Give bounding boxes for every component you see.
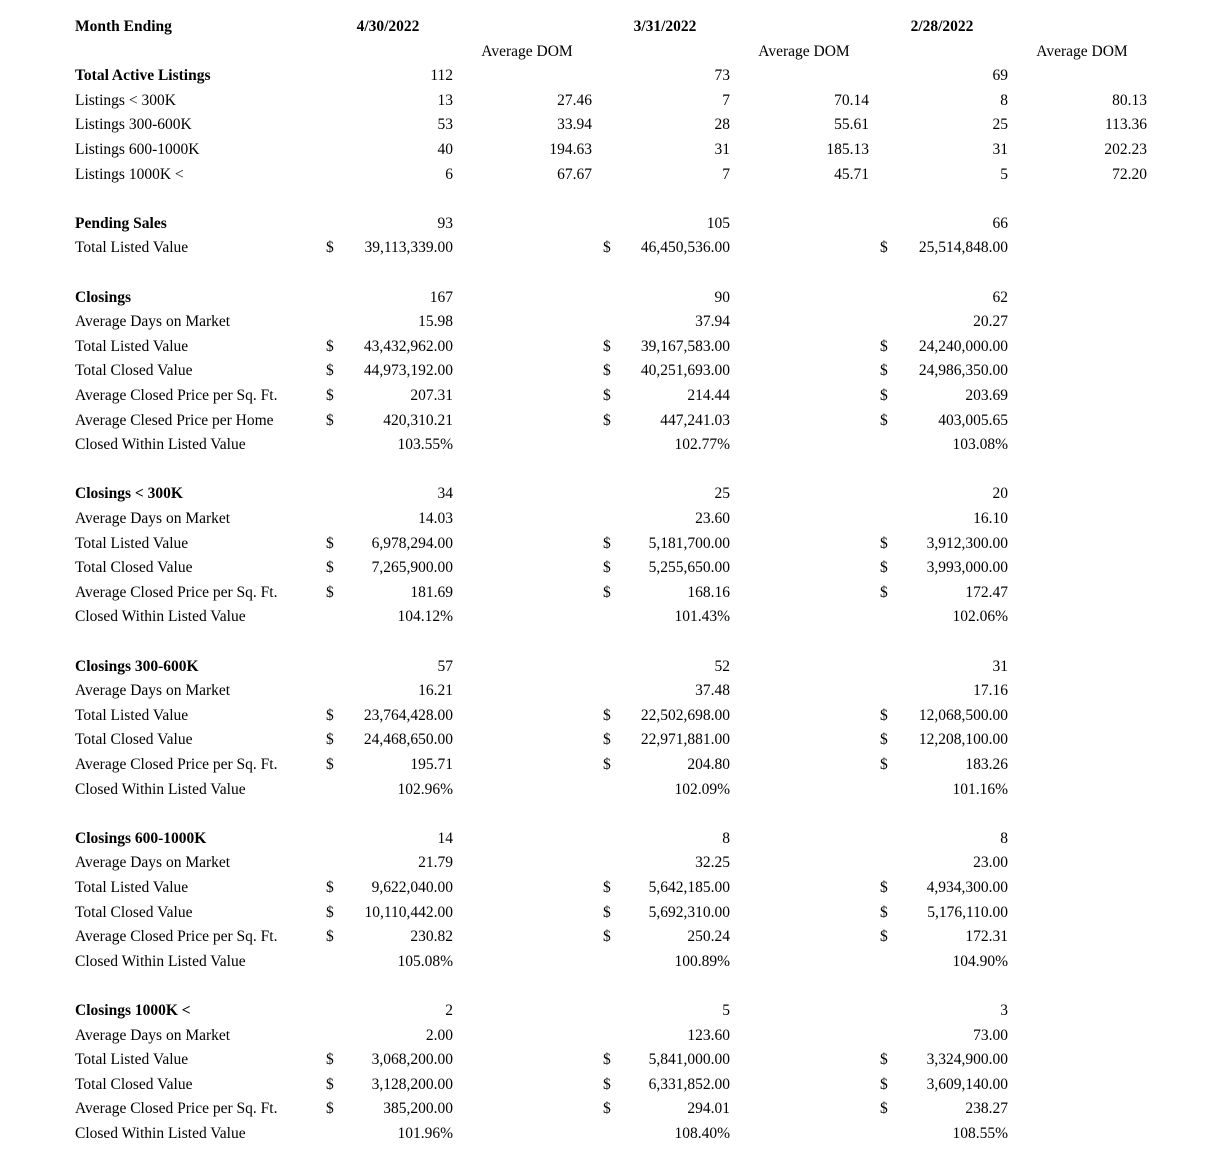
section-total: 25 <box>714 485 730 503</box>
row-value: 32.25 <box>695 854 730 872</box>
row-value: 5,841,000.00 <box>648 1051 730 1069</box>
dollar-sign: $ <box>603 337 611 355</box>
section-total: 105 <box>706 214 730 232</box>
row-value: 102.96% <box>397 780 453 798</box>
dollar-sign: $ <box>603 239 611 257</box>
row-value: 172.31 <box>965 928 1008 946</box>
dollar-sign: $ <box>603 583 611 601</box>
row-value: 102.77% <box>674 436 730 454</box>
row-label: Total Listed Value <box>75 879 189 896</box>
section-title: Closings 1000K < <box>75 1002 191 1019</box>
row-label: Closed Within Listed Value <box>75 436 246 454</box>
row-value: 73.00 <box>973 1026 1008 1044</box>
row-value: 6,978,294.00 <box>371 534 453 552</box>
row-value: 20.27 <box>973 313 1008 331</box>
dollar-sign: $ <box>603 411 611 429</box>
dollar-sign: $ <box>326 706 334 724</box>
row-label: Average Closed Price per Sq. Ft. <box>75 387 278 404</box>
row-value: 294.01 <box>687 1100 730 1118</box>
dollar-sign: $ <box>326 756 334 773</box>
row-value: 22,971,881.00 <box>640 731 730 749</box>
row-value: 3,068,200.00 <box>371 1051 453 1069</box>
row-label: Average Days on Market <box>75 510 231 527</box>
section-total: 34 <box>437 485 453 503</box>
dollar-sign: $ <box>603 731 611 749</box>
listing-count: 31 <box>714 141 730 158</box>
average-dom-value: 45.71 <box>834 165 869 183</box>
dollar-sign: $ <box>880 1051 888 1069</box>
row-label: Total Listed Value <box>75 337 189 355</box>
dollar-sign: $ <box>880 731 888 749</box>
row-value: 250.24 <box>687 928 730 946</box>
row-label: Total Listed Value <box>75 706 189 724</box>
dollar-sign: $ <box>880 706 888 724</box>
section-title: Closings 300-600K <box>75 657 199 675</box>
average-dom-value: 70.14 <box>834 91 869 109</box>
row-label: Average Days on Market <box>75 1026 231 1044</box>
row-label: Listings < 300K <box>75 91 176 109</box>
row-value: 23,764,428.00 <box>363 706 453 724</box>
section-total: 3 <box>1000 1002 1008 1019</box>
listing-count: 5 <box>1000 165 1008 183</box>
section-total: 57 <box>437 657 453 675</box>
row-value: 385,200.00 <box>383 1100 453 1118</box>
average-dom-value: 80.13 <box>1112 91 1147 109</box>
row-value: 24,468,650.00 <box>363 731 453 749</box>
row-value: 168.16 <box>687 583 730 601</box>
row-value: 44,973,192.00 <box>363 362 453 380</box>
row-label: Average Days on Market <box>75 682 231 700</box>
month-header: 2/28/2022 <box>910 18 974 35</box>
average-dom-header: Average DOM <box>481 42 573 60</box>
row-label: Average Closed Price per Sq. Ft. <box>75 928 278 946</box>
row-value: 102.09% <box>674 780 730 798</box>
dollar-sign: $ <box>326 362 334 380</box>
dollar-sign: $ <box>880 928 888 946</box>
dollar-sign: $ <box>326 928 334 946</box>
row-value: 9,622,040.00 <box>371 879 453 896</box>
row-value: 3,324,900.00 <box>926 1051 1008 1069</box>
dollar-sign: $ <box>880 583 888 601</box>
section-title: Total Active Listings <box>75 67 211 85</box>
section-total: 52 <box>714 657 730 675</box>
dollar-sign: $ <box>326 337 334 355</box>
dollar-sign: $ <box>603 1100 611 1118</box>
dollar-sign: $ <box>326 411 334 429</box>
dollar-sign: $ <box>326 239 334 257</box>
section-total: 69 <box>992 67 1008 85</box>
row-value: 21.79 <box>418 854 453 872</box>
row-value: 3,912,300.00 <box>926 534 1008 552</box>
dollar-sign: $ <box>603 879 611 896</box>
dollar-sign: $ <box>326 903 334 921</box>
month-header: 4/30/2022 <box>356 18 420 35</box>
row-value: 7,265,900.00 <box>371 559 453 577</box>
row-value: 403,005.65 <box>938 411 1008 429</box>
average-dom-value: 33.94 <box>557 116 592 134</box>
row-value: 39,113,339.00 <box>364 239 453 257</box>
row-value: 203.69 <box>965 387 1008 404</box>
row-label: Average Clesed Price per Home <box>75 411 274 429</box>
row-label: Closed Within Listed Value <box>75 1125 246 1142</box>
section-total: 73 <box>714 67 730 85</box>
dollar-sign: $ <box>603 1051 611 1069</box>
section-total: 90 <box>714 288 730 306</box>
listing-count: 53 <box>437 116 453 134</box>
section-total: 20 <box>992 485 1008 503</box>
row-value: 3,993,000.00 <box>926 559 1008 577</box>
dollar-sign: $ <box>880 1075 888 1093</box>
average-dom-value: 27.46 <box>557 91 592 109</box>
row-value: 23.60 <box>695 510 730 527</box>
row-value: 12,068,500.00 <box>918 706 1008 724</box>
dollar-sign: $ <box>880 903 888 921</box>
row-value: 37.48 <box>695 682 730 700</box>
row-value: 172.47 <box>965 583 1008 601</box>
row-value: 104.12% <box>397 608 453 626</box>
row-value: 5,692,310.00 <box>648 903 730 921</box>
section-total: 66 <box>992 214 1008 232</box>
row-value: 5,176,110.00 <box>927 903 1008 921</box>
row-value: 238.27 <box>965 1100 1008 1118</box>
section-total: 112 <box>430 67 453 85</box>
row-value: 17.16 <box>973 682 1008 700</box>
row-value: 5,642,185.00 <box>648 879 730 896</box>
row-value: 100.89% <box>674 952 730 970</box>
row-value: 123.60 <box>687 1026 730 1044</box>
dollar-sign: $ <box>326 534 334 552</box>
row-value: 195.71 <box>410 756 453 773</box>
row-value: 22,502,698.00 <box>640 706 730 724</box>
section-total: 5 <box>722 1002 730 1019</box>
dollar-sign: $ <box>603 928 611 946</box>
listing-count: 31 <box>992 141 1008 158</box>
dollar-sign: $ <box>326 879 334 896</box>
row-value: 101.16% <box>952 780 1008 798</box>
row-value: 40,251,693.00 <box>640 362 730 380</box>
listing-count: 13 <box>437 91 453 109</box>
section-total: 14 <box>437 829 453 847</box>
row-value: 230.82 <box>410 928 453 946</box>
section-total: 167 <box>429 288 453 306</box>
row-label: Closed Within Listed Value <box>75 780 246 798</box>
row-value: 43,432,962.00 <box>363 337 453 355</box>
dollar-sign: $ <box>880 239 888 257</box>
average-dom-header: Average DOM <box>758 42 850 60</box>
average-dom-value: 185.13 <box>826 141 869 158</box>
row-value: 16.10 <box>973 510 1008 527</box>
dollar-sign: $ <box>326 387 334 404</box>
row-value: 10,110,442.00 <box>364 903 453 921</box>
row-value: 39,167,583.00 <box>640 337 730 355</box>
row-label: Total Closed Value <box>75 362 193 380</box>
row-value: 24,240,000.00 <box>918 337 1008 355</box>
dollar-sign: $ <box>326 1075 334 1093</box>
row-value: 4,934,300.00 <box>926 879 1008 896</box>
dollar-sign: $ <box>603 387 611 404</box>
section-title: Closings <box>75 288 131 306</box>
row-value: 183.26 <box>965 756 1008 773</box>
listing-count: 28 <box>714 116 730 134</box>
dollar-sign: $ <box>880 756 888 773</box>
section-title: Closings < 300K <box>75 485 183 503</box>
dollar-sign: $ <box>603 706 611 724</box>
dollar-sign: $ <box>326 1100 334 1118</box>
row-value: 25,514,848.00 <box>918 239 1008 257</box>
average-dom-value: 67.67 <box>557 165 592 183</box>
row-label: Average Days on Market <box>75 313 231 331</box>
section-total: 31 <box>992 657 1008 675</box>
section-total: 2 <box>445 1002 453 1019</box>
dollar-sign: $ <box>603 903 611 921</box>
row-value: 103.55% <box>397 436 453 454</box>
dollar-sign: $ <box>603 1075 611 1093</box>
row-value: 105.08% <box>397 952 453 970</box>
row-label: Listings 600-1000K <box>75 141 200 158</box>
month-header: 3/31/2022 <box>633 18 697 35</box>
row-value: 104.90% <box>952 952 1008 970</box>
row-label: Closed Within Listed Value <box>75 608 246 626</box>
dollar-sign: $ <box>603 756 611 773</box>
row-value: 3,609,140.00 <box>926 1075 1008 1093</box>
row-value: 207.31 <box>410 387 453 404</box>
row-label: Average Closed Price per Sq. Ft. <box>75 756 278 773</box>
listing-count: 25 <box>992 116 1008 134</box>
section-title: Closings 600-1000K <box>75 829 207 847</box>
dollar-sign: $ <box>880 879 888 896</box>
row-value: 16.21 <box>418 682 453 700</box>
average-dom-value: 194.63 <box>549 141 592 158</box>
listing-count: 40 <box>437 141 453 158</box>
row-value: 37.94 <box>695 313 730 331</box>
row-value: 5,181,700.00 <box>648 534 730 552</box>
dollar-sign: $ <box>880 534 888 552</box>
row-value: 204.80 <box>687 756 730 773</box>
row-value: 420,310.21 <box>383 411 453 429</box>
row-value: 15.98 <box>418 313 453 331</box>
dollar-sign: $ <box>326 559 334 577</box>
row-value: 214.44 <box>687 387 730 404</box>
dollar-sign: $ <box>326 1051 334 1069</box>
row-value: 14.03 <box>418 510 453 527</box>
row-label: Total Listed Value <box>75 239 189 257</box>
row-value: 5,255,650.00 <box>648 559 730 577</box>
dollar-sign: $ <box>603 362 611 380</box>
dollar-sign: $ <box>880 411 888 429</box>
listing-count: 7 <box>722 165 730 183</box>
dollar-sign: $ <box>326 731 334 749</box>
row-label: Total Listed Value <box>75 1051 189 1069</box>
row-label: Average Closed Price per Sq. Ft. <box>75 1100 278 1118</box>
row-label: Listings 300-600K <box>75 116 192 134</box>
row-label: Total Closed Value <box>75 903 193 921</box>
header-label: Month Ending <box>75 18 172 35</box>
row-value: 2.00 <box>425 1026 453 1044</box>
row-value: 108.55% <box>952 1125 1008 1142</box>
dollar-sign: $ <box>880 1100 888 1118</box>
row-value: 101.96% <box>397 1125 453 1142</box>
row-value: 102.06% <box>952 608 1008 626</box>
row-label: Closed Within Listed Value <box>75 952 246 970</box>
dollar-sign: $ <box>603 534 611 552</box>
dollar-sign: $ <box>326 583 334 601</box>
row-value: 12,208,100.00 <box>918 731 1008 749</box>
dollar-sign: $ <box>880 387 888 404</box>
row-value: 108.40% <box>674 1125 730 1142</box>
row-value: 24,986,350.00 <box>918 362 1008 380</box>
row-value: 447,241.03 <box>660 411 730 429</box>
section-total: 93 <box>437 214 453 232</box>
row-label: Listings 1000K < <box>75 165 184 183</box>
listing-count: 6 <box>445 165 453 183</box>
section-total: 8 <box>722 829 730 847</box>
row-value: 46,450,536.00 <box>640 239 730 257</box>
dollar-sign: $ <box>880 362 888 380</box>
section-total: 8 <box>1000 829 1008 847</box>
dollar-sign: $ <box>880 559 888 577</box>
row-label: Total Closed Value <box>75 1075 193 1093</box>
row-value: 6,331,852.00 <box>648 1075 730 1093</box>
average-dom-value: 113.36 <box>1104 116 1147 134</box>
row-label: Total Listed Value <box>75 534 189 552</box>
row-label: Total Closed Value <box>75 559 193 577</box>
row-value: 101.43% <box>674 608 730 626</box>
listing-count: 8 <box>1000 91 1008 109</box>
average-dom-value: 72.20 <box>1112 165 1147 183</box>
average-dom-header: Average DOM <box>1036 42 1128 60</box>
average-dom-value: 55.61 <box>834 116 869 134</box>
dollar-sign: $ <box>603 559 611 577</box>
row-value: 23.00 <box>973 854 1008 872</box>
dollar-sign: $ <box>880 337 888 355</box>
row-value: 181.69 <box>410 583 453 601</box>
row-label: Total Closed Value <box>75 731 193 749</box>
section-title: Pending Sales <box>75 214 167 232</box>
row-label: Average Closed Price per Sq. Ft. <box>75 583 278 601</box>
row-value: 103.08% <box>952 436 1008 454</box>
row-value: 3,128,200.00 <box>371 1075 453 1093</box>
row-label: Average Days on Market <box>75 854 231 872</box>
listing-count: 7 <box>722 91 730 109</box>
average-dom-value: 202.23 <box>1104 141 1147 158</box>
section-total: 62 <box>992 288 1008 306</box>
